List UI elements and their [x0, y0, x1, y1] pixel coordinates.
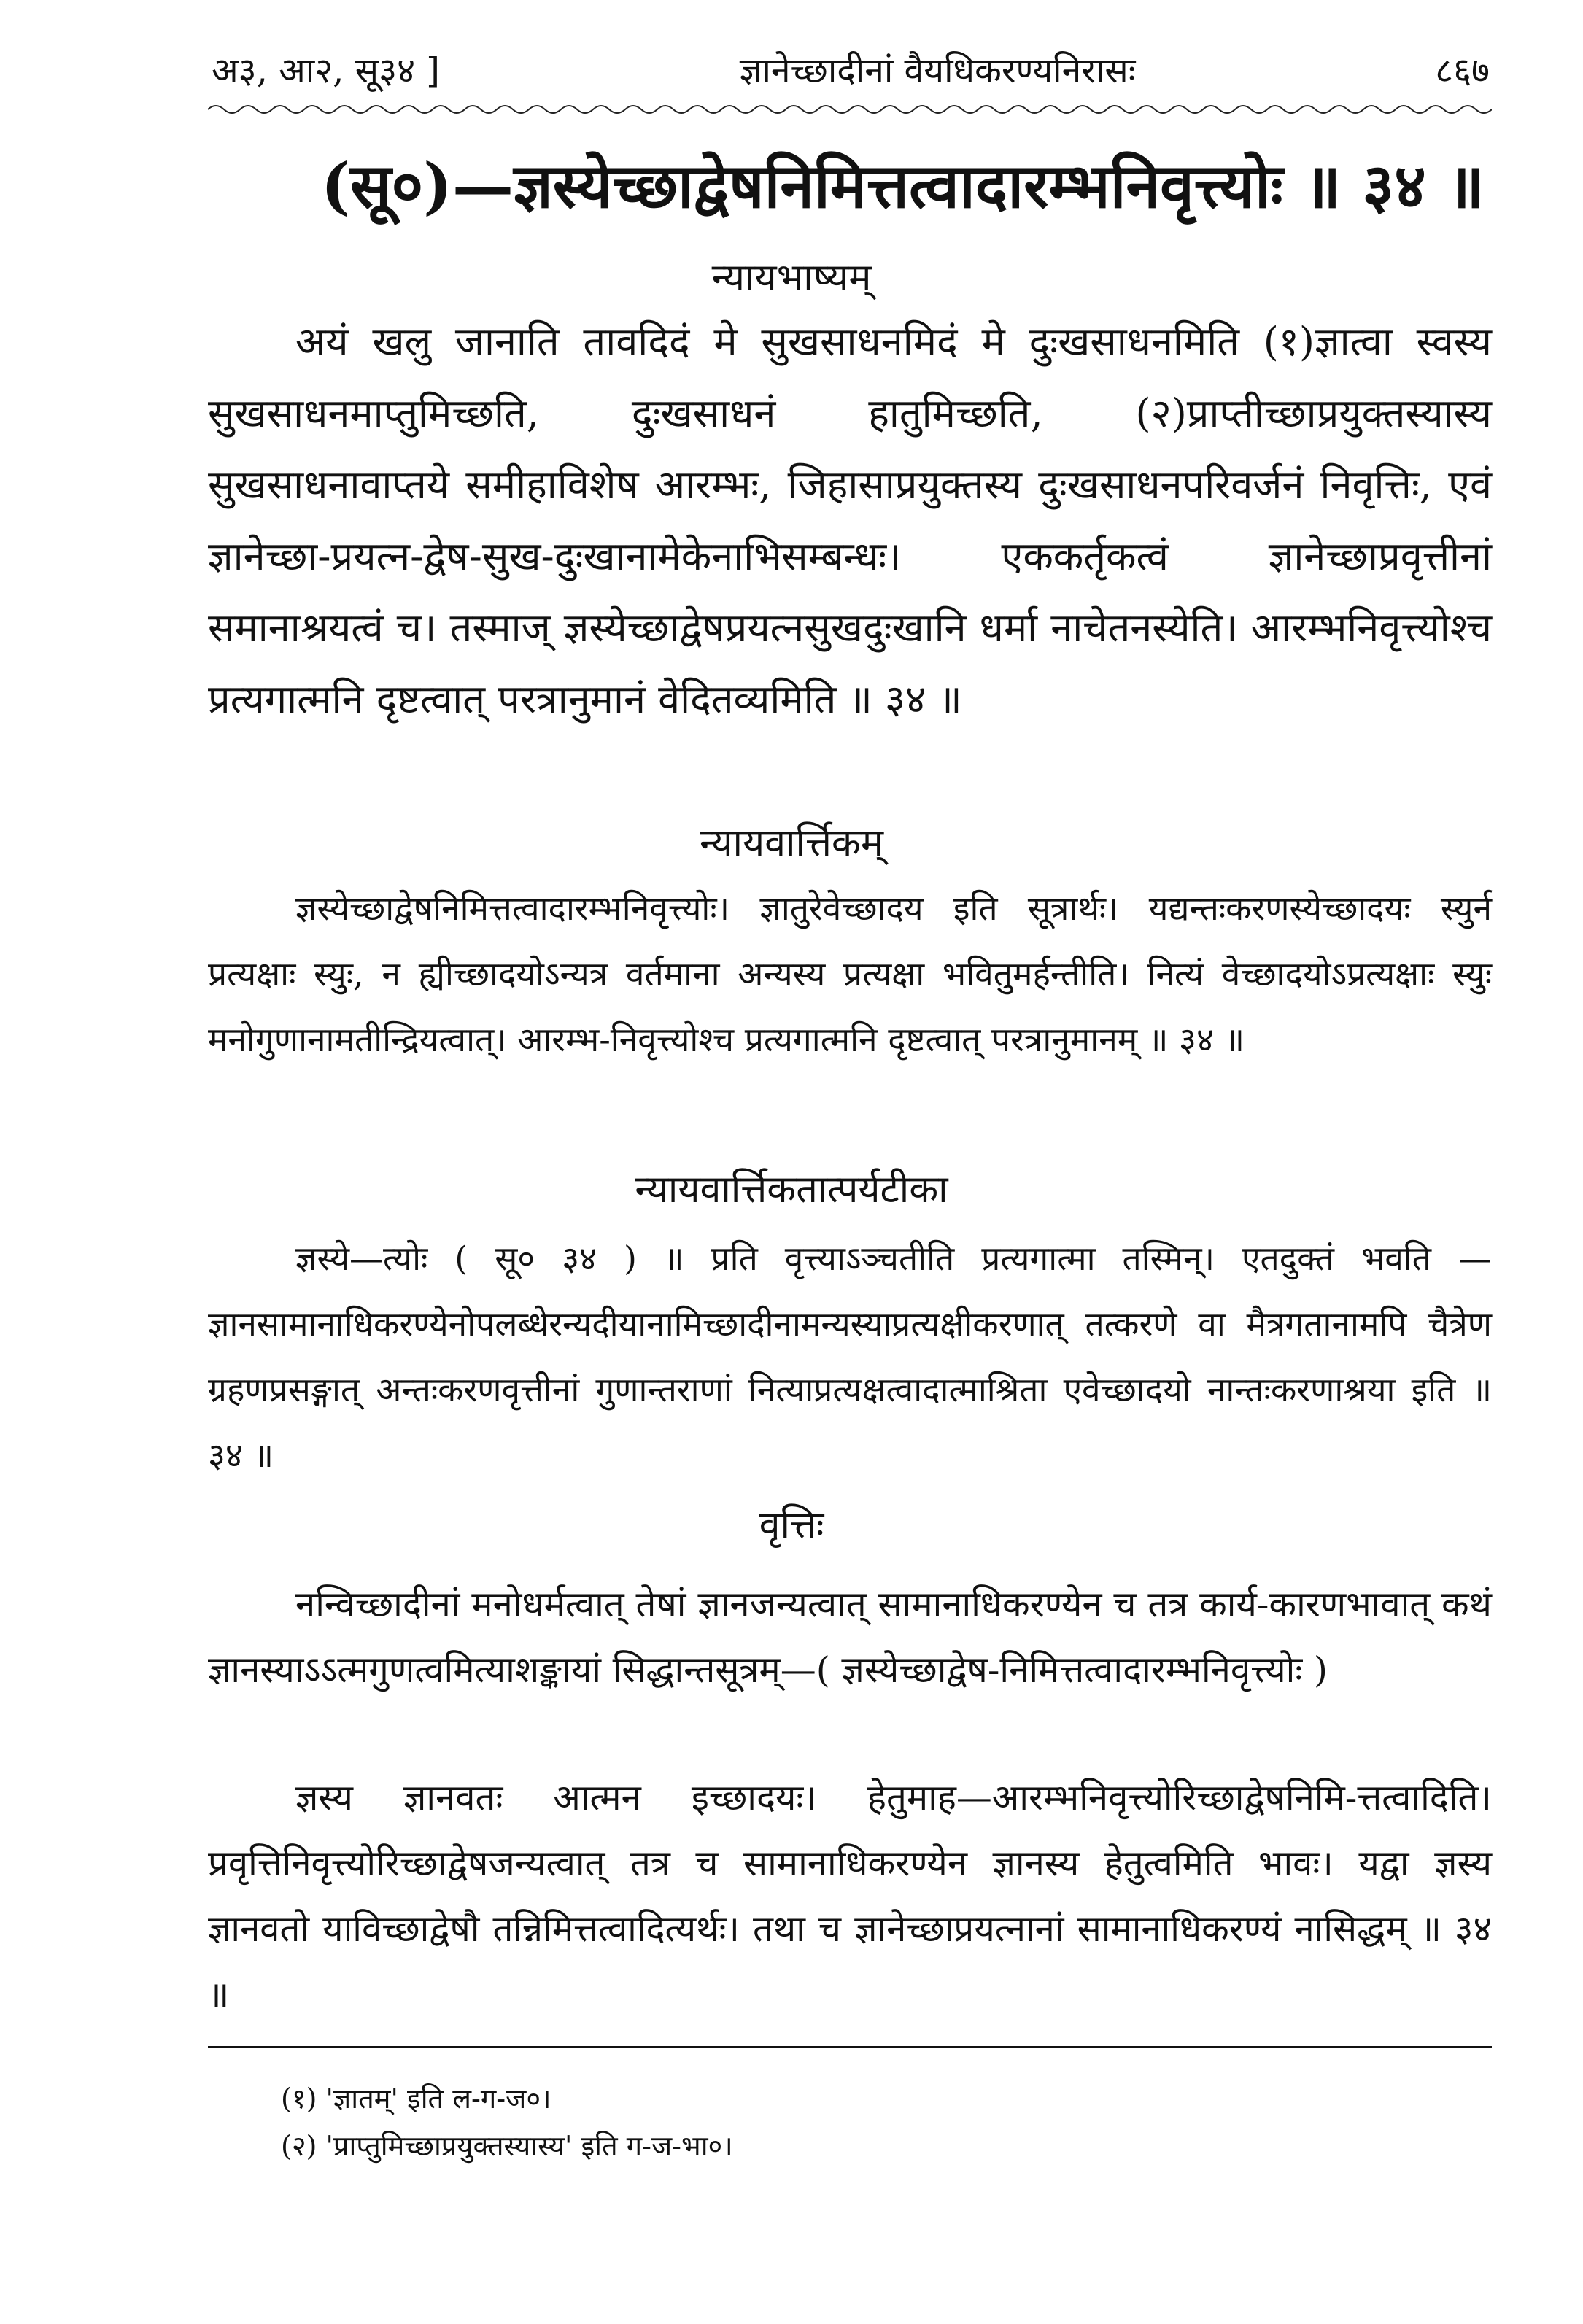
footnote-rule — [208, 2046, 1492, 2048]
footnote-2: (२) 'प्राप्तुमिच्छाप्रयुक्तस्यास्य' इति ग-ज-भा०। — [281, 2130, 733, 2162]
vritti-text-1: नन्विच्छादीनां मनोधर्मत्वात् तेषां ज्ञानजन्यत्वात् सामानाधिकरण्येन च तत्र कार्य-कारणभावात् कथं ज्ञानस्याऽऽत्मगुणत्वमित्याशङ्कायां सिद्धान्तसूत्रम्—( ज्ञस्येच्छाद्वेष-निमित्तत्वादारम्भनिवृत्त्योः ) — [208, 1584, 1492, 1691]
nyayavarttika-text: ज्ञस्येच्छाद्वेषनिमित्तत्वादारम्भनिवृत्त्योः। ज्ञातुरेवेच्छादय इति सूत्रार्थः। यद्यन्तःकरणस्येच्छादयः स्युर्न प्रत्यक्षाः स्युः, न ह्यीच्छादयोऽन्यत्र वर्तमाना अन्यस्य प्रत्यक्षा भवितुमर्हन्तीति। नित्यं वेच्छादयोऽप्रत्यक्षाः स्युः मनोगुणानामतीन्द्रियत्वात्। आरम्भ-निवृत्त्योश्च प्रत्यगात्मनि दृष्टत्वात् परत्रानुमानम् ॥ ३४ ॥ — [208, 888, 1492, 1059]
page-number: ८६७ — [1435, 50, 1490, 91]
section-title-vritti: वृत्तिः — [759, 1503, 824, 1547]
sutra-heading: (सू०)—ज्ञस्येच्छाद्वेषनिमित्तत्वादारम्भनिवृत्त्योः ॥ ३४ ॥ — [321, 150, 1485, 222]
section-title-tatparyatika: न्यायवार्त्तिकतात्पर्यटीका — [635, 1168, 948, 1212]
wavy-divider — [208, 101, 1492, 118]
nyayabhashya-text: अयं खलु जानाति तावदिदं मे सुखसाधनमिदं मे दुःखसाधनमिति (१)ज्ञात्वा स्वस्य सुखसाधनमाप्तुमिच्छति, दुःखसाधनं हातुमिच्छति, (२)प्राप्तीच्छाप्रयुक्तस्यास्य सुखसाधनावाप्तये समीहाविशेष आरम्भः, जिहासाप्रयुक्तस्य दुःखसाधनपरिवर्जनं निवृत्तिः, एवं ज्ञानेच्छा-प्रयत्न-द्वेष-सुख-दुःखानामेकेनाभिसम्बन्धः। एककर्तृकत्वं ज्ञानेच्छाप्रवृत्तीनां समानाश्रयत्वं च। तस्माज् ज्ञस्येच्छाद्वेषप्रयत्नसुखदुःखानि धर्मा नाचेतनस्येति। आरम्भनिवृत्त्योश्च प्रत्यगात्मनि दृष्टत्वात् परत्रानुमानं वेदितव्यमिति ॥ ३४ ॥ — [208, 319, 1492, 722]
tatparyatika-text: ज्ञस्ये—त्योः ( सू० ३४ ) ॥ प्रति वृत्त्याऽञ्चतीति प्रत्यगात्मा तस्मिन्। एतदुक्तं भवति —ज्ञानसामानाधिकरण्येनोपलब्धेरन्यदीयानामिच्छादीनामन्यस्याप्रत्यक्षीकरणात् तत्करणे वा मैत्रगतानामपि चैत्रेण ग्रहणप्रसङ्गात् अन्तःकरणवृत्तीनां गुणान्तराणां नित्याप्रत्यक्षत्वादात्माश्रिता एवेच्छादयो नान्तःकरणाश्रया इति ॥ ३४ ॥ — [208, 1239, 1492, 1475]
running-header — [212, 36, 1490, 102]
header-reference: अ३, आ२, सू३४ ] — [212, 50, 441, 91]
section-title-nyayavarttika: न्यायवार्त्तिकम् — [700, 821, 883, 865]
header-title: ज्ञानेच्छादीनां वैयधिकरण्यनिरासः — [739, 50, 1136, 91]
footnote-1: (१) 'ज्ञातम्' इति ल-ग-ज०। — [281, 2083, 551, 2115]
vritti-text-2: ज्ञस्य ज्ञानवतः आत्मन इच्छादयः। हेतुमाह—आरम्भनिवृत्त्योरिच्छाद्वेषनिमि-त्तत्वादिति। प्रवृत्तिनिवृत्त्योरिच्छाद्वेषजन्यत्वात् तत्र च सामानाधिकरण्येन ज्ञानस्य हेतुत्वमिति भावः। यद्वा ज्ञस्य ज्ञानवतो याविच्छाद्वेषौ तन्निमित्तत्वादित्यर्थः। तथा च ज्ञानेच्छाप्रयत्नानां सामानाधिकरण्यं नासिद्धम् ॥ ३४ ॥ — [208, 1777, 1492, 2015]
section-title-nyayabhashya: न्यायभाष्यम् — [711, 256, 872, 300]
